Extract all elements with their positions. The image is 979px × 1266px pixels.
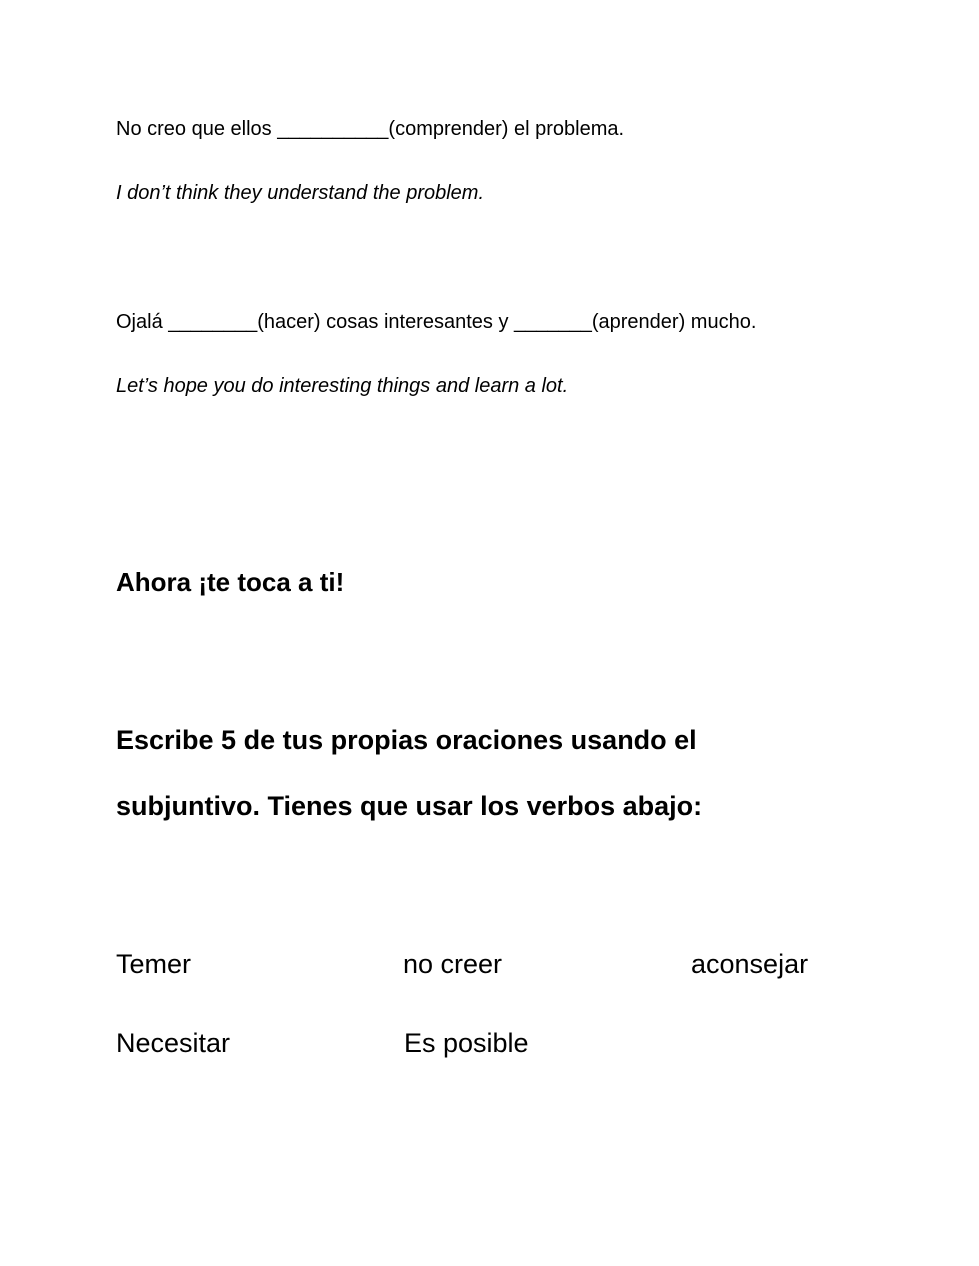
verb-necesitar: Necesitar bbox=[116, 1028, 231, 1058]
verb-temer: Temer bbox=[116, 949, 192, 979]
instructions-line-2: subjuntivo. Tienes que usar los verbos abajo: bbox=[116, 791, 703, 821]
verb-es-posible: Es posible bbox=[404, 1028, 529, 1058]
verb-no-creer: no creer bbox=[403, 949, 503, 979]
example-1-english: I don’t think they understand the problem. bbox=[116, 182, 485, 204]
example-2-english: Let’s hope you do interesting things and learn a lot. bbox=[116, 375, 569, 397]
verb-aconsejar: aconsejar bbox=[691, 949, 809, 979]
instructions-line-1: Escribe 5 de tus propias oraciones usando el bbox=[116, 725, 697, 755]
example-2-spanish: Ojalá ________(hacer) cosas interesantes y _______(aprender) mucho. bbox=[116, 311, 757, 333]
example-1-spanish: No creo que ellos __________(comprender) el problema. bbox=[116, 118, 625, 140]
section-heading: Ahora ¡te toca a ti! bbox=[116, 567, 345, 597]
